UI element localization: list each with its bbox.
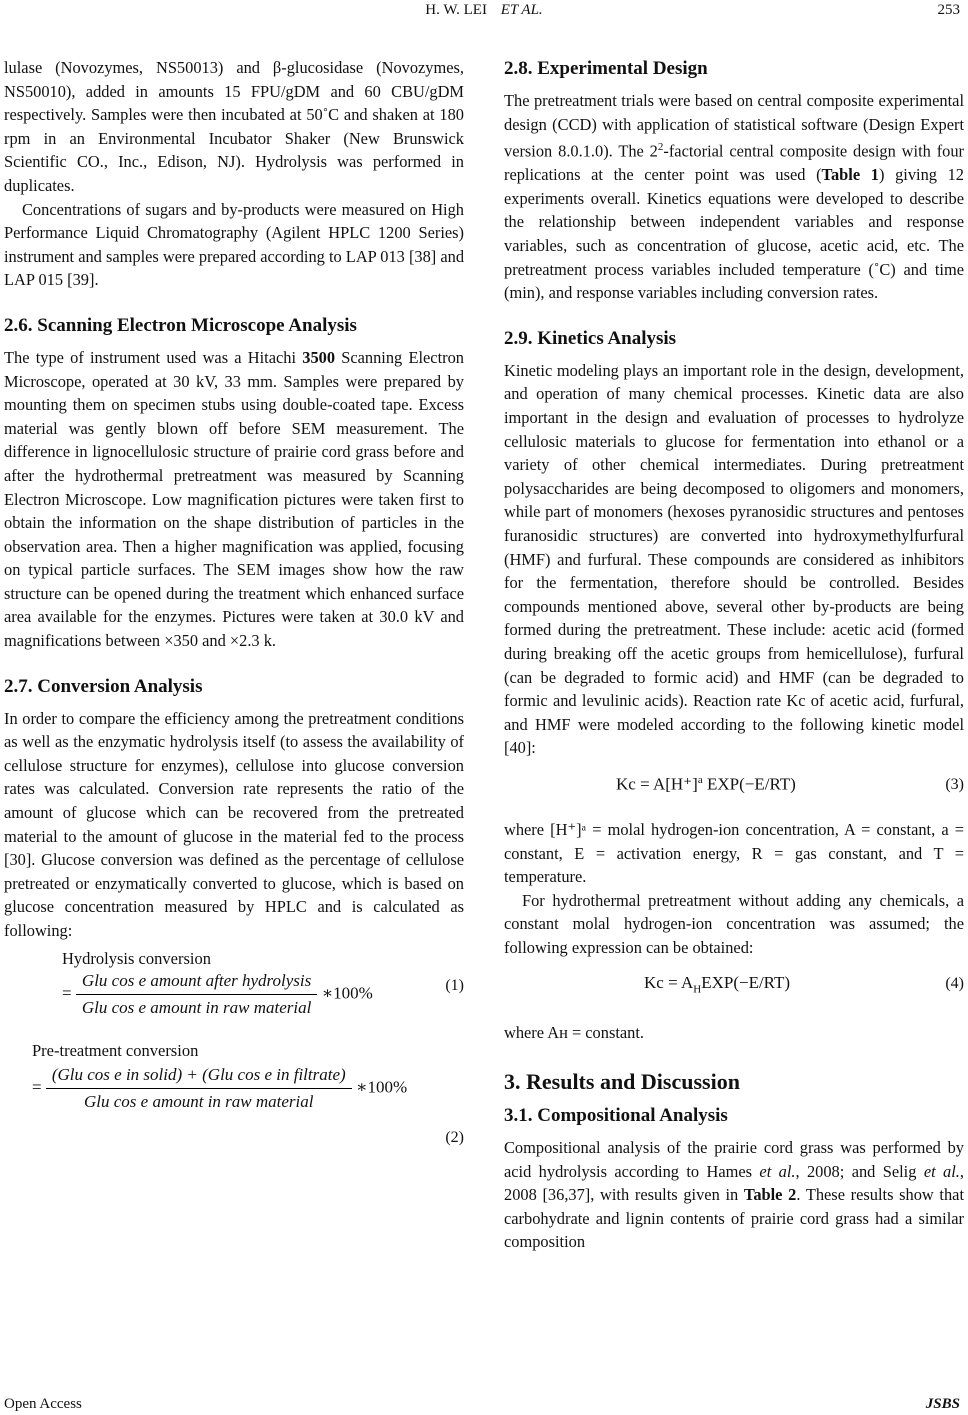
section-heading-2-9: 2.9. Kinetics Analysis [504, 327, 677, 349]
equation-2-fraction [46, 1065, 352, 1112]
paragraph: For hydrothermal pretreatment without adding any chemicals, a constant molal hydrogen-ion concentration was assumed; the following expression can be obtained: [504, 890, 964, 957]
equation-1 [4, 949, 464, 1029]
equation-1-number: (1) [445, 976, 464, 994]
page-number: 253 [937, 2, 960, 18]
paragraph: Kinetic modeling plays an important role in the design, development, and operation of many chemical processes. Kinetic data are also important in the design and evaluation of processes to hydrolyze cellulosic materials to glucose for fermentation into ethanol or a variety of other chemical intermediates. During pretreatment polysaccharides are being decomposed to oligomers and monomers, while part of monomers (hexoses pyranosidic structures and pentoses furanosidic structures) are converted into hydroxymethylfurfural (HMF) and furfural. These compounds are considered as inhibitors for the fermentation, therefore should be controlled. Besides compounds mentioned above, several other by-products are being formed during the pretreatment. These include: acetic acid (formed during breaking off the acetic groups from hemicellulose), furfural (can be degraded to formic acid) and HMF (can be degraded to formic and levulinic acids). Reaction rate Kc of acetic acid, furfural, and HMF were modeled according to the following kinetic model [40]: [504, 360, 964, 758]
section-heading-2-7: 2.7. Conversion Analysis [4, 675, 203, 697]
section-heading-3: 3. Results and Discussion [504, 1069, 740, 1095]
paragraph: The type of instrument used was a Hitachi 3500 Scanning Electron Microscope, operated at 30 kV, 33 mm. Samples were prepared by mounting them on specimen stubs using double-coated tape. Excess material was gently blown off before SEM measurement. The difference in lignocellulosic structure of prairie cord grass before and after the hydrothermal pretreatment was measured by Scanning Electron Microscope. Low magnification pictures were taken first to obtain the information on the shape distribution of particles in the observation area. Then a higher magnification was applied, focusing on typical particle surfaces. The SEM images show how the raw structure can be opened during the treatment which enhanced surface area available for the enzymes. Pictures were taken at 30.0 kV and magnifications between ×350 and ×2.3 k. [4, 347, 464, 651]
equation-2 [4, 1041, 464, 1151]
equation-2-numerator: (Glu cos e in solid) + (Glu cos e in filtrate) [46, 1065, 352, 1089]
equation-3-number: (3) [945, 775, 964, 793]
equation-1-multiplier: ∗100% [321, 983, 373, 1002]
right-column [504, 56, 964, 1254]
footer-open-access: Open Access [4, 1396, 82, 1412]
running-header [0, 2, 968, 19]
paragraph: lulase (Novozymes, NS50013) and β-glucosidase (Novozymes, NS50010), added in amounts 15 FPU/gDM and 60 CBU/gDM respectively. Samples were then incubated at 50˚C and shaken at 180 rpm in an Environmental Incubator Shaker (New Brunswick Scientific CO., Inc., Edison, NJ). Hydrolysis was performed in duplicates. [4, 58, 464, 195]
section-heading-2-8: 2.8. Experimental Design [504, 58, 708, 79]
equation-1-fraction [76, 971, 318, 1018]
paragraph: where [H⁺]ᵃ = molal hydrogen-ion concentration, A = constant, a = constant, E = activation energy, R = gas constant, and T = temperature. [504, 819, 964, 887]
header-et-al: ET AL. [500, 2, 543, 18]
equation-4: $Kc = A_HEXP(-E/RT)$ (4) [644, 973, 964, 996]
section-heading-3-1: 3.1. Compositional Analysis [504, 1105, 728, 1127]
equation-1-denominator: Glu cos e amount in raw material [81, 997, 312, 1017]
equation-2-multiplier: ∗100% [355, 1077, 408, 1096]
header-authors: H. W. LEI [425, 2, 487, 18]
equation-1-numerator: Glu cos e amount after hydrolysis [76, 971, 317, 995]
footer-journal: JSBS [925, 1396, 960, 1412]
paragraph: Concentrations of sugars and by-products were measured on High Performance Liquid Chromatography (Agilent HPLC 1200 Series) instrument and samples were prepared according to LAP 013 [38] and LAP 015 [39]. [4, 199, 465, 290]
equation-3: $Kc = A[H^+]^a$ EXP(−E/RT) (3) [616, 773, 964, 794]
equals-sign: = [62, 983, 72, 1002]
section-heading-2-6: 2.6. Scanning Electron Microscope Analysis [4, 314, 357, 336]
paragraph: where Aʜ = constant. [504, 1023, 645, 1043]
left-column [4, 56, 464, 1151]
equals-sign: = [32, 1077, 42, 1096]
paragraph: Compositional analysis of the prairie cord grass was performed by acid hydrolysis according to Hames et al., 2008; and Selig et al., 2008 [36,37], with results given in Table 2. These results show that carbohydrate and lignin contents of prairie cord grass had a similar composition [504, 1138, 964, 1252]
paragraph: The pretreatment trials were based on central composite experimental design (CCD) with application of statistical software (Design Expert version 8.0.1.0). The $2^2$-factorial central composite design with four replications at the center point was used (Table 1) giving 12 experiments overall. Kinetics equations were developed to describe the relationship between independent variables and response variables, such as concentration of glucose, acetic acid, etc. The pretreatment process variables included temperature (˚C) and time (min), and response variables including conversion rates. [504, 91, 964, 303]
equation-1-label: Hydrolysis conversion [62, 948, 211, 968]
equation-2-denominator: Glu cos e amount in raw material [84, 1091, 314, 1111]
equation-4-number: (4) [945, 975, 964, 993]
paragraph: In order to compare the efficiency among the pretreatment conditions as well as the enzymatic hydrolysis itself (to assess the availability of cellulose structure for enzymes), cellulose into glucose conversion rates was calculated. Conversion rate represents the ratio of the amount of glucose which can be recovered from the pretreated material to the amount of glucose in the material fed to the process [30]. Glucose conversion was defined as the percentage of cellulose pretreated or enzymatically converted to glucose, which is based on glucose concentration measured by HPLC and is calculated as following: [4, 708, 464, 940]
equation-2-number: (2) [445, 1128, 464, 1146]
equation-2-label: Pre-treatment conversion [32, 1040, 199, 1060]
